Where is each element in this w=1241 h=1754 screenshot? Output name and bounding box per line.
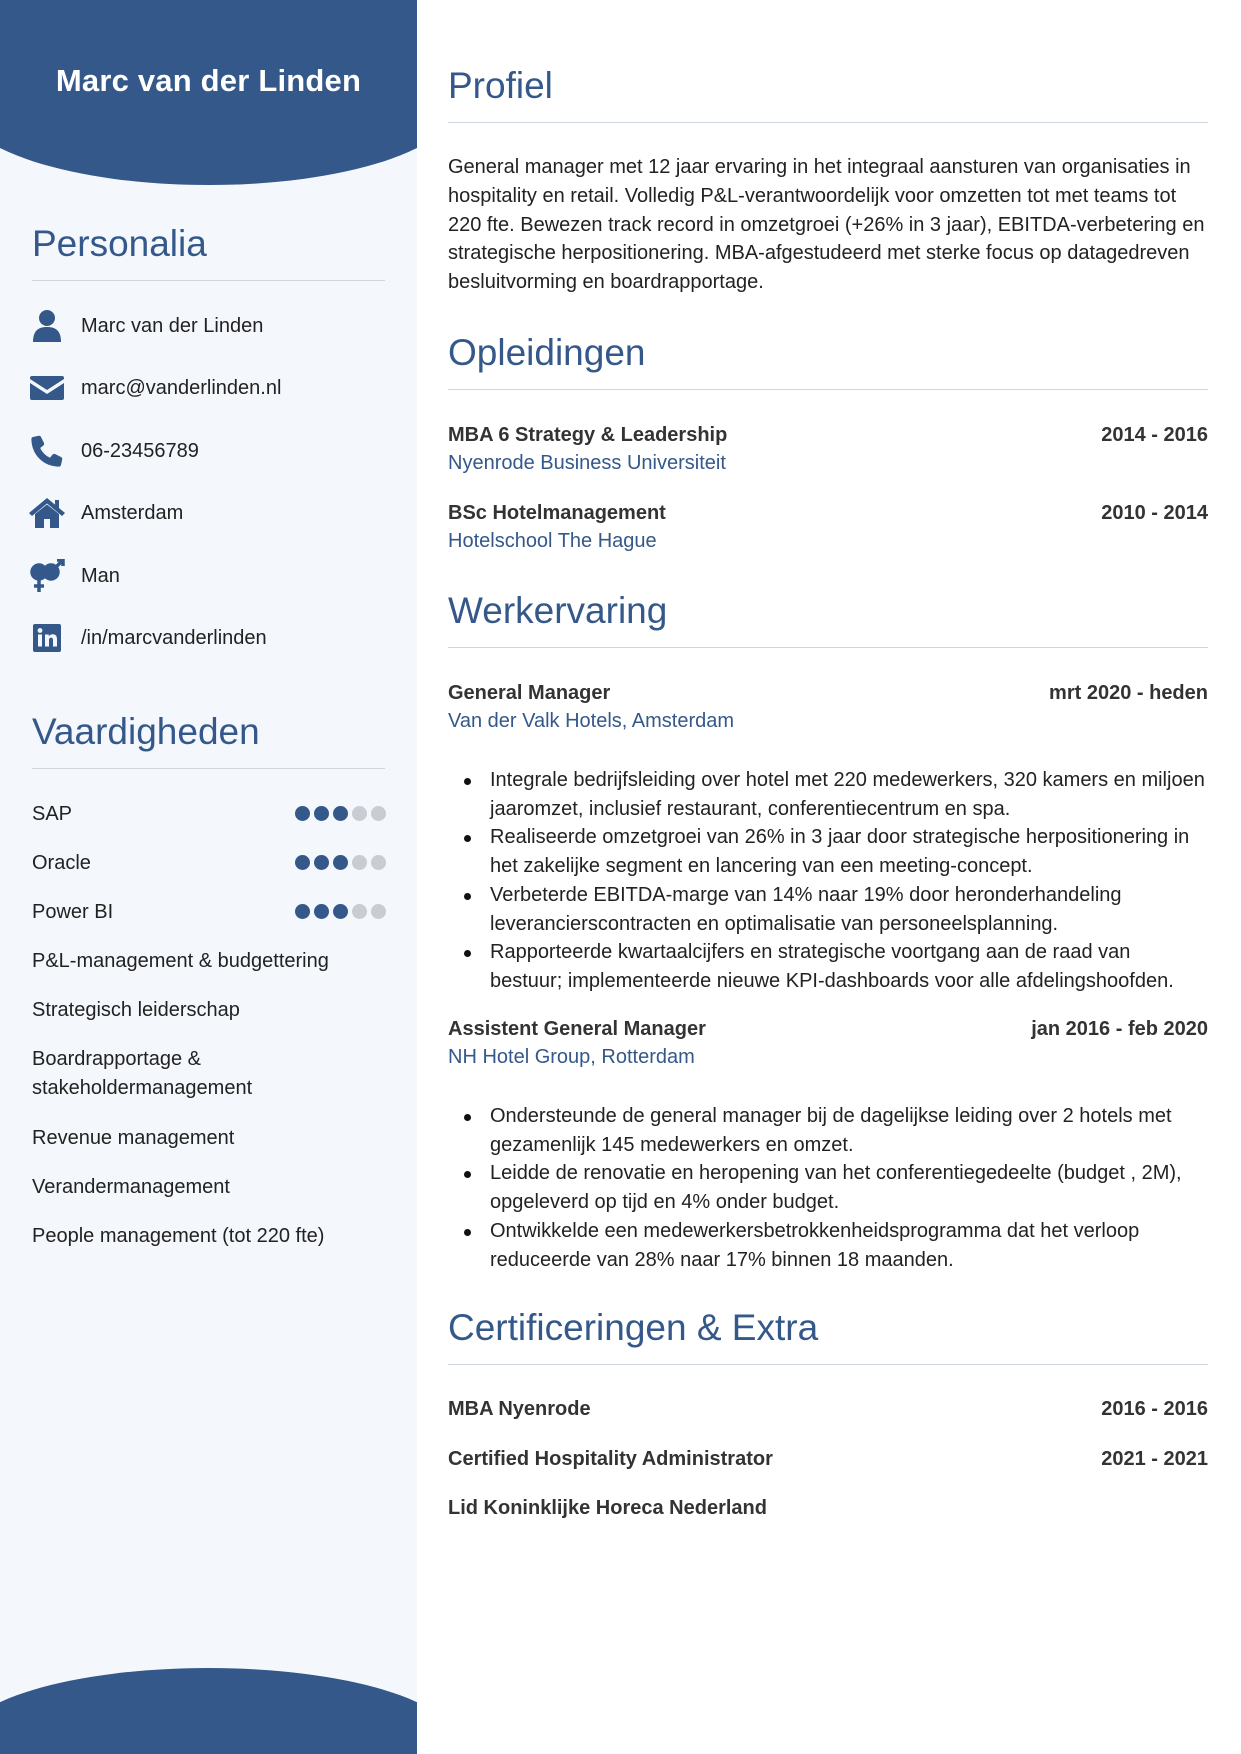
- education-period: 2010 - 2014: [1101, 502, 1208, 524]
- rating-dot-empty: [352, 904, 367, 919]
- contact-text: Man: [81, 564, 120, 587]
- rating-dot-filled: [333, 806, 348, 821]
- envelope-icon: [28, 370, 66, 406]
- cert-title: Certificeringen & Extra: [448, 1307, 819, 1348]
- skill-item: [32, 996, 386, 1025]
- skill-label: Power BI: [32, 901, 114, 923]
- cert-item: [448, 1448, 1208, 1471]
- contact-linkedin[interactable]: [28, 618, 398, 658]
- gender-icon: [28, 558, 66, 594]
- work-bullets: [448, 1102, 1208, 1274]
- skill-label: People management (tot 220 fte): [32, 1225, 325, 1247]
- work-role: General Manager: [448, 682, 611, 704]
- rating-dot-filled: [295, 806, 310, 821]
- work-bullet: Ondersteunde de general manager bij de dagelijkse leiding over 2 hotels met gezamenlijk 145 medewerkers en omzet.: [448, 1102, 1208, 1159]
- cert-name: Certified Hospitality Administrator: [448, 1448, 773, 1470]
- contact-gender: [28, 556, 398, 596]
- work-bullet: Realiseerde omzetgroei van 26% in 3 jaar door strategische herpositionering in het zakelijke segment en lancering van een meeting-concept.: [448, 823, 1208, 880]
- education-divider: [448, 389, 1208, 390]
- skill-rating: [295, 904, 386, 919]
- rating-dot-empty: [371, 855, 386, 870]
- contact-email[interactable]: [28, 368, 398, 408]
- work-company: NH Hotel Group, Rotterdam: [448, 1046, 695, 1068]
- skill-label: Strategisch leiderschap: [32, 999, 240, 1021]
- contact-text: Marc van der Linden: [81, 314, 264, 337]
- contact-phone[interactable]: [28, 431, 398, 471]
- home-icon: [28, 495, 66, 531]
- rating-dot-filled: [333, 904, 348, 919]
- skill-label: Oracle: [32, 852, 91, 874]
- cert-period: 2021 - 2021: [1101, 1448, 1208, 1470]
- phone-icon: [28, 433, 66, 469]
- rating-dot-filled: [295, 855, 310, 870]
- education-degree: BSc Hotelmanagement: [448, 502, 666, 524]
- cert-item: [448, 1497, 1208, 1520]
- rating-dot-empty: [371, 806, 386, 821]
- work-divider: [448, 647, 1208, 648]
- education-degree: MBA 6 Strategy & Leadership: [448, 424, 728, 446]
- skills-divider: [32, 768, 385, 769]
- skill-label: Revenue management: [32, 1127, 235, 1149]
- cert-name: Lid Koninklijke Horeca Nederland: [448, 1497, 767, 1519]
- work-bullet: Integrale bedrijfsleiding over hotel met 220 medewerkers, 320 kamers en miljoen jaaromzet, inclusief restaurant, conferentiecentrum en spa.: [448, 766, 1208, 823]
- cert-period: 2016 - 2016: [1101, 1398, 1208, 1420]
- work-company: Van der Valk Hotels, Amsterdam: [448, 710, 735, 732]
- rating-dot-filled: [314, 855, 329, 870]
- contact-name: [28, 306, 398, 346]
- education-school: Hotelschool The Hague: [448, 530, 657, 552]
- work-role: Assistent General Manager: [448, 1018, 706, 1040]
- work-bullet: Leidde de renovatie en heropening van het conferentiegedeelte (budget , 2M), opgeleverd op tijd en 4% onder budget.: [448, 1159, 1208, 1216]
- contact-city: [28, 493, 398, 533]
- profile-text: General manager met 12 jaar ervaring in het integraal aansturen van organisaties in hospitality en retail. Volledig P&L-verantwoordelijk voor omzetten tot met teams tot 220 fte. Bewezen track record in omzetgroei (+26% in 3 jaar), EBITDA-verbetering en strategische herpositionering. MBA-afgestudeerd met sterke focus op datagedreven besluitvorming en boardrapportage.: [448, 156, 1205, 294]
- cert-divider: [448, 1364, 1208, 1365]
- education-entry: [448, 421, 1208, 477]
- skill-item: [32, 947, 386, 976]
- cert-item: [448, 1398, 1208, 1421]
- candidate-name: Marc van der Linden: [55, 63, 362, 98]
- profile-title: Profiel: [448, 65, 553, 106]
- skill-item: [32, 1173, 386, 1202]
- skill-item: [32, 1045, 292, 1103]
- contact-text: marc@vanderlinden.nl: [81, 376, 282, 399]
- work-bullet: Verbeterde EBITDA-marge van 14% naar 19% door heronderhandeling leverancierscontracten en optimalisatie van personeelsplanning.: [448, 881, 1208, 938]
- cert-name: MBA Nyenrode: [448, 1398, 591, 1420]
- skill-rating: [295, 806, 386, 821]
- rating-dot-filled: [314, 806, 329, 821]
- skills-title: Vaardigheden: [32, 711, 260, 752]
- work-bullets: [448, 766, 1208, 996]
- skill-label: SAP: [32, 803, 73, 825]
- skill-item: [32, 849, 386, 878]
- rating-dot-empty: [352, 806, 367, 821]
- education-school: Nyenrode Business Universiteit: [448, 452, 726, 474]
- skill-label: Verandermanagement: [32, 1176, 230, 1198]
- education-period: 2014 - 2016: [1101, 424, 1208, 446]
- skill-rating: [295, 855, 386, 870]
- education-entry: [448, 499, 1208, 555]
- work-bullet: Rapporteerde kwartaalcijfers en strategische voortgang aan de raad van bestuur; implementeerde nieuwe KPI-dashboards voor alle afdelingshoofden.: [448, 938, 1208, 995]
- user-icon: [28, 308, 66, 344]
- personalia-title: Personalia: [32, 223, 207, 264]
- contact-text: 06-23456789: [81, 439, 199, 462]
- work-entry: [448, 1015, 1208, 1071]
- rating-dot-filled: [314, 904, 329, 919]
- rating-dot-empty: [352, 855, 367, 870]
- skill-item: [32, 898, 386, 927]
- work-period: mrt 2020 - heden: [1049, 682, 1208, 704]
- linkedin-icon: [28, 620, 66, 656]
- rating-dot-filled: [333, 855, 348, 870]
- contact-text: Amsterdam: [81, 501, 184, 524]
- skill-item: [32, 1124, 386, 1153]
- work-bullet: Ontwikkelde een medewerkersbetrokkenheidsprogramma dat het verloop reduceerde van 28% naar 17% binnen 18 maanden.: [448, 1217, 1208, 1274]
- rating-dot-empty: [371, 904, 386, 919]
- work-title: Werkervaring: [448, 590, 668, 631]
- skill-label: P&L-management & budgettering: [32, 950, 329, 972]
- work-entry: [448, 679, 1208, 735]
- profile-divider: [448, 122, 1208, 123]
- personalia-divider: [32, 280, 385, 281]
- work-period: jan 2016 - feb 2020: [1031, 1018, 1208, 1040]
- skill-item: [32, 800, 386, 829]
- sidebar: [0, 0, 417, 1754]
- rating-dot-filled: [295, 904, 310, 919]
- skill-item: [32, 1222, 386, 1251]
- education-title: Opleidingen: [448, 332, 646, 373]
- skill-label: Boardrapportage & stakeholdermanagement: [32, 1048, 253, 1099]
- contact-text: /in/marcvanderlinden: [81, 626, 267, 649]
- sidebar-footer-shape: [0, 1668, 417, 1754]
